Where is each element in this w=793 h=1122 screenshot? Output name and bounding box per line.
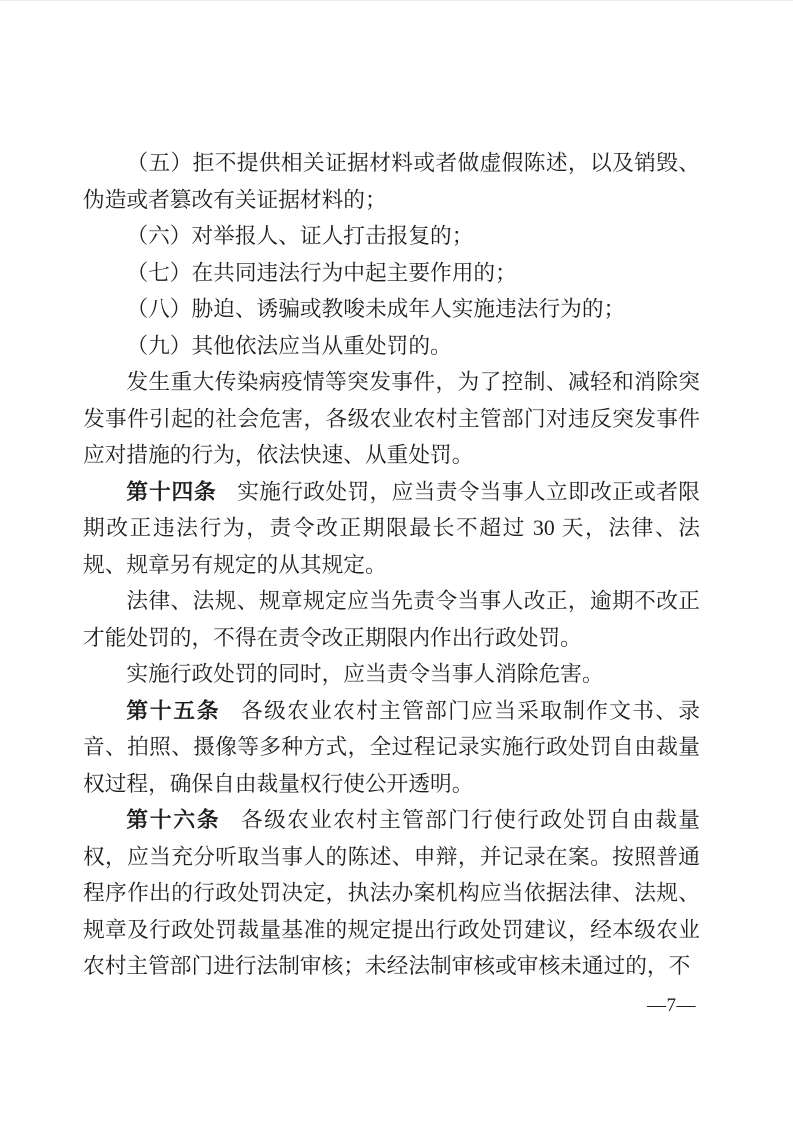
paragraph: 实施行政处罚的同时，应当责令当事人消除危害。 bbox=[126, 662, 604, 686]
article-number: 第十六条 bbox=[126, 808, 221, 832]
article-number: 第十四条 bbox=[126, 479, 217, 504]
document-body bbox=[83, 145, 700, 985]
paragraph: 第十六条 各级农业农村主管部门行使行政处罚自由裁量权，应当充分听取当事人的陈述、申辩，并记录在案。按照普通程序作出的行政处罚决定，执法办案机构应当依据法律、法规、规章及行政处罚裁量基准的规定提出行政处罚建议，经本级农业农村主管部门进行法制审核；未经法制审核或审核未通过的，不 bbox=[83, 808, 700, 978]
paragraph: （八）胁迫、诱骗或教唆未成年人实施违法行为的； bbox=[126, 297, 626, 321]
paragraph: （五）拒不提供相关证据材料或者做虚假陈述，以及销毁、伪造或者篡改有关证据材料的； bbox=[83, 151, 700, 212]
page-number: —7— bbox=[647, 995, 696, 1016]
paragraph: （九）其他依法应当从重处罚的。 bbox=[126, 333, 452, 358]
paragraph: （六）对举报人、证人打击报复的； bbox=[126, 224, 474, 248]
paragraph: 法律、法规、规章规定应当先责令当事人改正，逾期不改正才能处罚的，不得在责令改正期限内作出行政处罚。 bbox=[83, 589, 700, 650]
paragraph: 第十四条 实施行政处罚，应当责令当事人立即改正或者限期改正违法行为，责令改正期限最长不超过 30 天，法律、法规、规章另有规定的从其规定。 bbox=[83, 479, 700, 577]
article-number: 第十五条 bbox=[126, 698, 221, 723]
paragraph: 发生重大传染病疫情等突发事件，为了控制、减轻和消除突发事件引起的社会危害，各级农业农村主管部门对违反突发事件应对措施的行为，依法快速、从重处罚。 bbox=[83, 370, 700, 467]
paragraph: （七）在共同违法行为中起主要作用的； bbox=[126, 260, 517, 285]
paragraph: 第十五条 各级农业农村主管部门应当采取制作文书、录音、拍照、摄像等多种方式，全过程记录实施行政处罚自由裁量权过程，确保自由裁量权行使公开透明。 bbox=[83, 698, 700, 796]
